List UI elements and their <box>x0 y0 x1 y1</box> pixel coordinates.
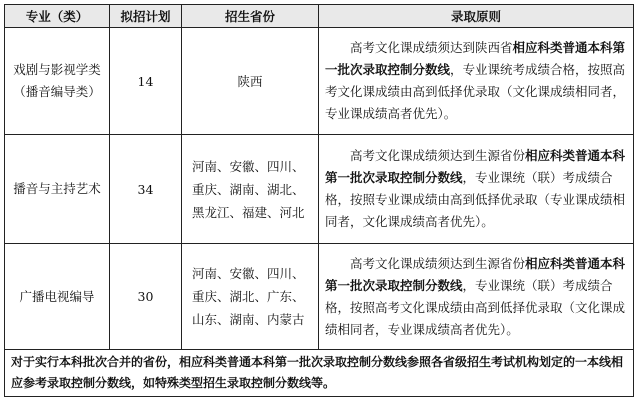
rule-bold-text: 相应科类普通本科第一批次录取控制分数线 <box>325 255 626 293</box>
plan-cell: 14 <box>110 28 182 135</box>
header-provinces: 招生省份 <box>182 5 319 28</box>
admission-plan-table <box>4 4 634 397</box>
province-line: 黑龙江、福建、河北 <box>192 204 305 220</box>
rule-text: 高考文化课成绩须达到生源省份 <box>350 255 526 271</box>
rule-cell <box>319 244 634 350</box>
footnote-row <box>5 350 634 397</box>
provinces-cell <box>182 135 319 244</box>
table-row <box>5 28 634 135</box>
major-name: 播音与主持艺术 <box>13 181 101 196</box>
province-line: 重庆、湖南、湖北、 <box>192 181 305 197</box>
table-header-row <box>5 5 634 28</box>
rule-text: 高考文化课成绩须达到陕西省 <box>350 40 513 55</box>
rule-cell <box>319 28 634 135</box>
province-line: 陕西 <box>237 74 263 89</box>
major-name: 广播电视编导 <box>19 288 95 304</box>
major-subname: （播音编导类） <box>13 84 101 99</box>
header-major: 专业（类） <box>5 5 110 28</box>
province-line: 山东、湖南、内蒙古 <box>192 312 305 327</box>
rule-bold-text: 相应科类普通本科第一批次录取控制分数线 <box>325 40 626 77</box>
provinces-cell <box>182 244 319 350</box>
header-rule: 录取原则 <box>319 5 634 28</box>
province-line: 河南、安徽、四川、 <box>192 158 305 174</box>
major-cell <box>5 244 110 350</box>
major-cell <box>5 135 110 244</box>
rule-cell <box>319 135 634 244</box>
rule-text: ，专业课统（联）考成绩合格，按照专业课成绩由高到低择优录取（专业课成绩相同者，文化课成绩高者优先）。 <box>325 170 626 229</box>
provinces-cell <box>182 28 319 135</box>
rule-text: 高考文化课成绩须达到生源省份 <box>350 148 526 163</box>
rule-bold-text: 相应科类普通本科第一批次录取控制分数线 <box>325 148 626 185</box>
rule-text: ，专业课统考成绩合格，按照高考文化课成绩由高到低择优录取（文化课成绩相同者，专业课成绩高者优先）。 <box>325 62 626 121</box>
plan-cell: 30 <box>110 244 182 350</box>
table-row <box>5 244 634 350</box>
province-line: 重庆、湖北、广东、 <box>192 289 305 304</box>
province-line: 河南、安徽、四川、 <box>192 266 305 281</box>
footnote: 对于实行本科批次合并的省份，相应科类普通本科第一批次录取控制分数线参照各省级招生考试机构划定的一本线相应参考录取控制分数线，如特殊类型招生录取控制分数线等。 <box>5 350 634 397</box>
header-plan: 拟招计划 <box>110 5 182 28</box>
table-row <box>5 135 634 244</box>
plan-cell: 34 <box>110 135 182 244</box>
major-cell <box>5 28 110 135</box>
major-name: 戏剧与影视学类 <box>13 62 101 77</box>
rule-text: ，专业课统（联）考成绩合格，按照高考文化课成绩由高到低择优录取（文化课成绩相同者，专业课成绩高者优先）。 <box>325 277 626 337</box>
